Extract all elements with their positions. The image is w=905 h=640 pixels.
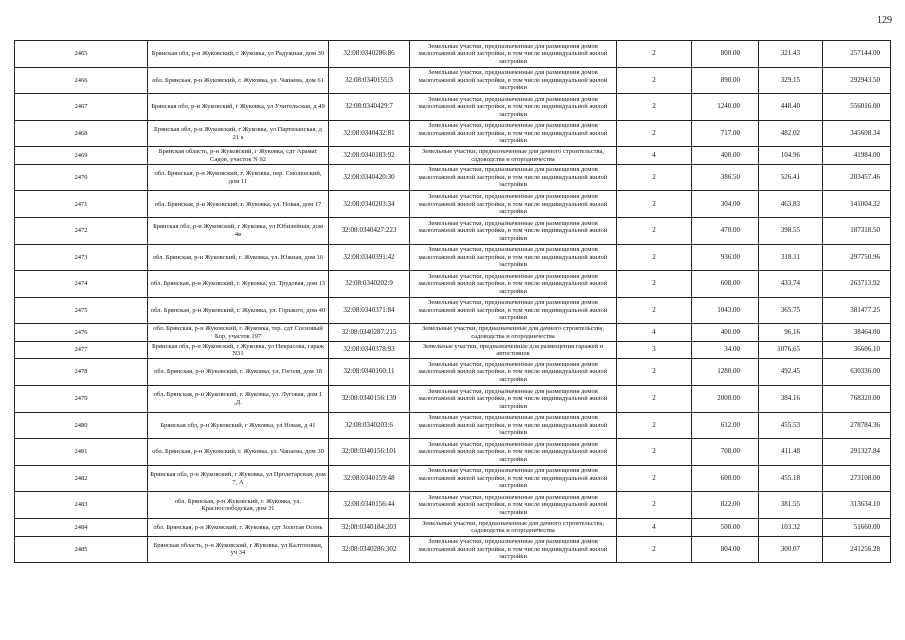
group-cell: 2 bbox=[617, 271, 692, 298]
cadastral-number-cell: 32:08:0340156:139 bbox=[329, 386, 410, 413]
area-cell: 800.00 bbox=[692, 41, 759, 68]
specific-value-cell: 321.43 bbox=[759, 41, 823, 68]
cadastral-value-cell: 187318.50 bbox=[823, 218, 891, 245]
group-cell: 3 bbox=[617, 341, 692, 359]
table-row bbox=[15, 41, 891, 68]
cadastral-valuation-table bbox=[14, 40, 891, 563]
land-use-cell: Земельные участки, предназначенные для размещения домов малоэтажной жилой застройки, в том числе индивидуальной жилой застройки bbox=[410, 67, 617, 94]
land-use-cell: Земельные участки, предназначенные для размещения домов малоэтажной жилой застройки, в том числе индивидуальной жилой застройки bbox=[410, 271, 617, 298]
area-cell: 386.50 bbox=[692, 164, 759, 191]
row-number: 2475 bbox=[15, 297, 148, 324]
cadastral-number-cell: 32:08:0340184:203 bbox=[329, 519, 410, 537]
table-row bbox=[15, 359, 891, 386]
address-cell: обл. Брянская, р-н Жуковский, г. Жуковка, ул. Чапаева, дом 30 bbox=[148, 439, 329, 466]
cadastral-number-cell: 32:08:0340429:7 bbox=[329, 94, 410, 121]
group-cell: 2 bbox=[617, 412, 692, 439]
address-cell: Брянская обл, р-н Жуковский, г Жуковка, ул Юбилейная, дом 4в bbox=[148, 218, 329, 245]
table-row bbox=[15, 191, 891, 218]
group-cell: 2 bbox=[617, 218, 692, 245]
specific-value-cell: 365.75 bbox=[759, 297, 823, 324]
land-use-cell: Земельные участки, предназначенные для размещения домов малоэтажной жилой застройки, в том числе индивидуальной жилой застройки bbox=[410, 359, 617, 386]
area-cell: 600.00 bbox=[692, 465, 759, 492]
land-use-cell: Земельные участки, предназначенные для дачного строительства, садоводства и огородничества bbox=[410, 147, 617, 165]
table-row bbox=[15, 386, 891, 413]
cadastral-value-cell: 203457.46 bbox=[823, 164, 891, 191]
address-cell: обл. Брянская, р-н Жуковский, г. Жуковка, сдт Золотая Осень bbox=[148, 519, 329, 537]
row-number: 2483 bbox=[15, 492, 148, 519]
group-cell: 2 bbox=[617, 67, 692, 94]
land-use-cell: Земельные участки, предназначенные для размещения гаражей и автостоянок bbox=[410, 341, 617, 359]
table-row bbox=[15, 67, 891, 94]
land-use-cell: Земельные участки, предназначенные для размещения домов малоэтажной жилой застройки, в том числе индивидуальной жилой застройки bbox=[410, 492, 617, 519]
land-use-cell: Земельные участки, предназначенные для размещения домов малоэтажной жилой застройки, в том числе индивидуальной жилой застройки bbox=[410, 412, 617, 439]
cadastral-value-cell: 768320.00 bbox=[823, 386, 891, 413]
table-row bbox=[15, 94, 891, 121]
row-number: 2476 bbox=[15, 324, 148, 342]
cadastral-value-cell: 141004.32 bbox=[823, 191, 891, 218]
cadastral-value-cell: 41984.00 bbox=[823, 147, 891, 165]
group-cell: 2 bbox=[617, 191, 692, 218]
specific-value-cell: 300.07 bbox=[759, 536, 823, 563]
cadastral-value-cell: 38464.00 bbox=[823, 324, 891, 342]
specific-value-cell: 411.48 bbox=[759, 439, 823, 466]
address-cell: обл. Брянская, р-н Жуковский, г. Жуковка, ул. Гоголя, дом 18 bbox=[148, 359, 329, 386]
group-cell: 2 bbox=[617, 536, 692, 563]
area-cell: 822.00 bbox=[692, 492, 759, 519]
address-cell: обл. Брянская, р-н Жуковский, г. Жуковка, ул. Новая, дом 17 bbox=[148, 191, 329, 218]
table-row bbox=[15, 519, 891, 537]
specific-value-cell: 318.11 bbox=[759, 244, 823, 271]
specific-value-cell: 329.15 bbox=[759, 67, 823, 94]
table-row bbox=[15, 120, 891, 147]
cadastral-number-cell: 32:08:0340378:93 bbox=[329, 341, 410, 359]
area-cell: 34.00 bbox=[692, 341, 759, 359]
area-cell: 1240.00 bbox=[692, 94, 759, 121]
cadastral-value-cell: 278784.36 bbox=[823, 412, 891, 439]
cadastral-number-cell: 32:08:0340183:92 bbox=[329, 147, 410, 165]
area-cell: 804.00 bbox=[692, 536, 759, 563]
specific-value-cell: 1076.65 bbox=[759, 341, 823, 359]
table-row bbox=[15, 324, 891, 342]
table-row bbox=[15, 271, 891, 298]
row-number: 2481 bbox=[15, 439, 148, 466]
row-number: 2472 bbox=[15, 218, 148, 245]
group-cell: 2 bbox=[617, 244, 692, 271]
specific-value-cell: 455.18 bbox=[759, 465, 823, 492]
land-use-cell: Земельные участки, предназначенные для размещения домов малоэтажной жилой застройки, в том числе индивидуальной жилой застройки bbox=[410, 439, 617, 466]
specific-value-cell: 384.16 bbox=[759, 386, 823, 413]
specific-value-cell: 398.55 bbox=[759, 218, 823, 245]
group-cell: 2 bbox=[617, 439, 692, 466]
cadastral-number-cell: 32:08:0340371:84 bbox=[329, 297, 410, 324]
cadastral-number-cell: 32:08:0340203:34 bbox=[329, 191, 410, 218]
area-cell: 470.00 bbox=[692, 218, 759, 245]
area-cell: 1043.00 bbox=[692, 297, 759, 324]
specific-value-cell: 463.83 bbox=[759, 191, 823, 218]
cadastral-number-cell: 32:08:0340286:86 bbox=[329, 41, 410, 68]
cadastral-value-cell: 297750.96 bbox=[823, 244, 891, 271]
group-cell: 4 bbox=[617, 519, 692, 537]
group-cell: 2 bbox=[617, 492, 692, 519]
land-use-cell: Земельные участки, предназначенные для размещения домов малоэтажной жилой застройки, в том числе индивидуальной жилой застройки bbox=[410, 191, 617, 218]
group-cell: 2 bbox=[617, 297, 692, 324]
land-use-cell: Земельные участки, предназначенные для размещения домов малоэтажной жилой застройки, в том числе индивидуальной жилой застройки bbox=[410, 120, 617, 147]
group-cell: 4 bbox=[617, 324, 692, 342]
address-cell: Брянская обл, р-н Жуковский, г Жуковка, ул Пролетарская, дом 7, А bbox=[148, 465, 329, 492]
table-row bbox=[15, 244, 891, 271]
address-cell: Брянская обл, р-н Жуковский, г Жуковка, ул Партизанская, д 21 а bbox=[148, 120, 329, 147]
area-cell: 717.00 bbox=[692, 120, 759, 147]
group-cell: 2 bbox=[617, 386, 692, 413]
address-cell: Брянская область, р-н Жуковский, г Жуковка, ул Калтоновая, уч 34 bbox=[148, 536, 329, 563]
group-cell: 2 bbox=[617, 120, 692, 147]
cadastral-number-cell: 32:08:0340156:101 bbox=[329, 439, 410, 466]
cadastral-value-cell: 263713.92 bbox=[823, 271, 891, 298]
cadastral-number-cell: 32:08:0340427:223 bbox=[329, 218, 410, 245]
table-row bbox=[15, 147, 891, 165]
area-cell: 708.00 bbox=[692, 439, 759, 466]
address-cell: обл. Брянская, р-н Жуковский, г. Жуковка, ул. Чапаева, дом 61 bbox=[148, 67, 329, 94]
table-row bbox=[15, 218, 891, 245]
area-cell: 1280.00 bbox=[692, 359, 759, 386]
specific-value-cell: 492.45 bbox=[759, 359, 823, 386]
address-cell: Брянская обл, р-н Жуковский, г Жуковка, ул Учительская, д 49 bbox=[148, 94, 329, 121]
row-number: 2469 bbox=[15, 147, 148, 165]
land-use-cell: Земельные участки, предназначенные для дачного строительства, садоводства и огородничества bbox=[410, 519, 617, 537]
area-cell: 612.00 bbox=[692, 412, 759, 439]
area-cell: 400.00 bbox=[692, 147, 759, 165]
specific-value-cell: 103.32 bbox=[759, 519, 823, 537]
cadastral-value-cell: 381477.25 bbox=[823, 297, 891, 324]
cadastral-value-cell: 257144.00 bbox=[823, 41, 891, 68]
cadastral-number-cell: 32:08:0340287:215 bbox=[329, 324, 410, 342]
table-row bbox=[15, 412, 891, 439]
row-number: 2480 bbox=[15, 412, 148, 439]
land-use-cell: Земельные участки, предназначенные для размещения домов малоэтажной жилой застройки, в том числе индивидуальной жилой застройки bbox=[410, 244, 617, 271]
cadastral-number-cell: 32:08:0340420:30 bbox=[329, 164, 410, 191]
cadastral-value-cell: 313634.10 bbox=[823, 492, 891, 519]
cadastral-number-cell: 32:08:0340159:48 bbox=[329, 465, 410, 492]
cadastral-number-cell: 32:08:0340155:3 bbox=[329, 67, 410, 94]
row-number: 2467 bbox=[15, 94, 148, 121]
specific-value-cell: 104.96 bbox=[759, 147, 823, 165]
specific-value-cell: 448.40 bbox=[759, 94, 823, 121]
row-number: 2474 bbox=[15, 271, 148, 298]
row-number: 2473 bbox=[15, 244, 148, 271]
cadastral-value-cell: 36606.10 bbox=[823, 341, 891, 359]
specific-value-cell: 526.41 bbox=[759, 164, 823, 191]
table-body bbox=[15, 41, 891, 563]
table-row bbox=[15, 164, 891, 191]
address-cell: обл. Брянская, р-н Жуковский, г. Жуковка, ул. Луговая, дом 1 ,Д. bbox=[148, 386, 329, 413]
address-cell: Брянская область, р-н Жуковский, г Жуковка, сдт Арамат Садов, участок N 92 bbox=[148, 147, 329, 165]
row-number: 2485 bbox=[15, 536, 148, 563]
land-use-cell: Земельные участки, предназначенные для размещения домов малоэтажной жилой застройки, в том числе индивидуальной жилой застройки bbox=[410, 218, 617, 245]
row-number: 2482 bbox=[15, 465, 148, 492]
specific-value-cell: 381.55 bbox=[759, 492, 823, 519]
area-cell: 500.00 bbox=[692, 519, 759, 537]
address-cell: Брянская обл, р-н Жуковский, г Жуковка, ул Некрасова, гараж N31 bbox=[148, 341, 329, 359]
cadastral-value-cell: 630336.00 bbox=[823, 359, 891, 386]
land-use-cell: Земельные участки, предназначенные для размещения домов малоэтажной жилой застройки, в том числе индивидуальной жилой застройки bbox=[410, 386, 617, 413]
area-cell: 890.00 bbox=[692, 67, 759, 94]
cadastral-number-cell: 32:08:0340286:302 bbox=[329, 536, 410, 563]
row-number: 2468 bbox=[15, 120, 148, 147]
table-row bbox=[15, 465, 891, 492]
table-row bbox=[15, 536, 891, 563]
specific-value-cell: 455.53 bbox=[759, 412, 823, 439]
address-cell: обл. Брянская, р-н Жуковский, г. Жуковка, пер. Смоленский, дом 11 bbox=[148, 164, 329, 191]
cadastral-value-cell: 241256.28 bbox=[823, 536, 891, 563]
cadastral-value-cell: 273108.00 bbox=[823, 465, 891, 492]
area-cell: 608.00 bbox=[692, 271, 759, 298]
row-number: 2466 bbox=[15, 67, 148, 94]
specific-value-cell: 482.02 bbox=[759, 120, 823, 147]
cadastral-number-cell: 32:08:0340203:6 bbox=[329, 412, 410, 439]
cadastral-number-cell: 32:08:0340202:9 bbox=[329, 271, 410, 298]
cadastral-value-cell: 292943.50 bbox=[823, 67, 891, 94]
row-number: 2478 bbox=[15, 359, 148, 386]
table-row bbox=[15, 439, 891, 466]
cadastral-number-cell: 32:08:0340160:11 bbox=[329, 359, 410, 386]
land-use-cell: Земельные участки, предназначенные для размещения домов малоэтажной жилой застройки, в том числе индивидуальной жилой застройки bbox=[410, 297, 617, 324]
address-cell: обл. Брянская, р-н Жуковский, г. Жуковка, тер. сдт Сосновый Бор, участок 197 bbox=[148, 324, 329, 342]
group-cell: 2 bbox=[617, 164, 692, 191]
specific-value-cell: 433.74 bbox=[759, 271, 823, 298]
area-cell: 2000.00 bbox=[692, 386, 759, 413]
group-cell: 2 bbox=[617, 465, 692, 492]
cadastral-value-cell: 291327.84 bbox=[823, 439, 891, 466]
address-cell: обл. Брянская, р-н Жуковский, г. Жуковка, ул. Трудовая, дом 15 bbox=[148, 271, 329, 298]
land-use-cell: Земельные участки, предназначенные для размещения домов малоэтажной жилой застройки, в том числе индивидуальной жилой застройки bbox=[410, 41, 617, 68]
land-use-cell: Земельные участки, предназначенные для дачного строительства, садоводства и огородничества bbox=[410, 324, 617, 342]
area-cell: 400.00 bbox=[692, 324, 759, 342]
table-row bbox=[15, 341, 891, 359]
group-cell: 4 bbox=[617, 147, 692, 165]
specific-value-cell: 96.16 bbox=[759, 324, 823, 342]
cadastral-number-cell: 32:08:0340432:81 bbox=[329, 120, 410, 147]
land-use-cell: Земельные участки, предназначенные для размещения домов малоэтажной жилой застройки, в том числе индивидуальной жилой застройки bbox=[410, 536, 617, 563]
cadastral-number-cell: 32:08:0340156:44 bbox=[329, 492, 410, 519]
area-cell: 304.00 bbox=[692, 191, 759, 218]
address-cell: обл. Брянская, р-н Жуковский, г. Жуковка, ул. Горького, дом 40 bbox=[148, 297, 329, 324]
land-use-cell: Земельные участки, предназначенные для размещения домов малоэтажной жилой застройки, в том числе индивидуальной жилой застройки bbox=[410, 94, 617, 121]
row-number: 2465 bbox=[15, 41, 148, 68]
group-cell: 2 bbox=[617, 359, 692, 386]
group-cell: 2 bbox=[617, 94, 692, 121]
group-cell: 2 bbox=[617, 41, 692, 68]
table-row bbox=[15, 492, 891, 519]
row-number: 2479 bbox=[15, 386, 148, 413]
area-cell: 936.00 bbox=[692, 244, 759, 271]
address-cell: Брянская обл, р-н Жуковский, г Жуковка, ул Радужная, дом 39 bbox=[148, 41, 329, 68]
cadastral-value-cell: 556016.00 bbox=[823, 94, 891, 121]
address-cell: обл. Брянская, р-н Жуковский, г. Жуковка, ул. Краснослободская, дом 31 bbox=[148, 492, 329, 519]
land-use-cell: Земельные участки, предназначенные для размещения домов малоэтажной жилой застройки, в том числе индивидуальной жилой застройки bbox=[410, 465, 617, 492]
row-number: 2471 bbox=[15, 191, 148, 218]
address-cell: Брянская обл, р-н Жуковский, г Жуковка, ул Новая, д 41 bbox=[148, 412, 329, 439]
cadastral-number-cell: 32:08:0340391:42 bbox=[329, 244, 410, 271]
land-use-cell: Земельные участки, предназначенные для размещения домов малоэтажной жилой застройки, в том числе индивидуальной жилой застройки bbox=[410, 164, 617, 191]
row-number: 2477 bbox=[15, 341, 148, 359]
cadastral-value-cell: 345608.34 bbox=[823, 120, 891, 147]
table-row bbox=[15, 297, 891, 324]
row-number: 2484 bbox=[15, 519, 148, 537]
row-number: 2470 bbox=[15, 164, 148, 191]
address-cell: обл. Брянская, р-н Жуковский, г. Жуковка, ул. Южная, дом 16 bbox=[148, 244, 329, 271]
cadastral-value-cell: 51660.00 bbox=[823, 519, 891, 537]
page-number: 129 bbox=[877, 15, 892, 26]
